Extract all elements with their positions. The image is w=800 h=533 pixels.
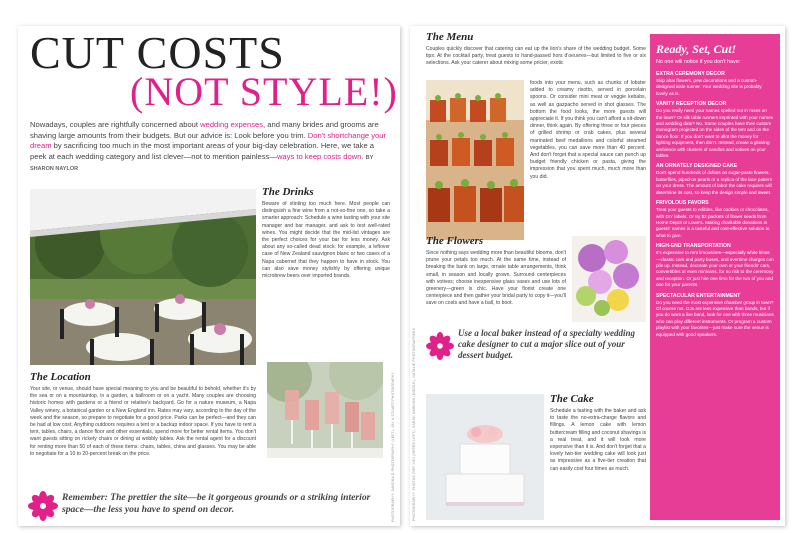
- menu-title: The Menu: [426, 31, 474, 43]
- location-body: Your site, or venue, should have special meaning to you and be beautiful to behold, whether it's by the sea or on a mountaintop, in a garden, a ballroom or on a yacht. Many couples are choosing historic homes with gardens or a friend or relative's backyard. Go for a nature museum, a Napa Valley winery, a botanical garden or a New England inn. Rates may vary, according to the day of the week and the season, so prepare to negotiate for a good price. Parks can be perfect—and they can be had at low cost. Anything outdoors requires a tent or a backup indoor space. If you have to rent a tent, tables, chairs, a dance floor and other essentials, spend more for better rental items. You don't want guests sitting on rickety chairs or dining at wobbly tables. Ask the rental agent for a discount for renting more than 50 of each of these items: chairs, tables, china and glasses. You may be able to negotiate for a 10 to 20-percent break on the price.: [30, 386, 256, 457]
- tent-reception-photo: [30, 189, 256, 365]
- drinks-title: The Drinks: [262, 186, 314, 198]
- sidebar-item-head: FRIVOLOUS FAVORS: [656, 200, 709, 207]
- sidebar-content: [656, 40, 774, 514]
- appetizer-shot-glasses-photo: [426, 80, 524, 240]
- right-page: [410, 26, 785, 526]
- sidebar-item-head: VANITY RECEPTION DECOR: [656, 101, 727, 108]
- location-title: The Location: [30, 371, 91, 383]
- flowers-body: Since nothing says wedding more than beautiful blooms, don't prune your petals too much. At the same time, instead of breaking the bank on large, ornate table arrangements, think small, in season and locally grown. Surround centerpieces with votives; choose inexpensive glass vases and use lots of greenery—green is chic. Have your florist create one centerpiece and then gather your bridal party to copy it—you'll save on costs and have a ball, to boot.: [426, 250, 566, 307]
- ready-set-cut-sidebar: [650, 34, 780, 520]
- flower-icon: [426, 332, 454, 360]
- intro-text-4: .: [361, 151, 366, 161]
- headline-line2: (NOT STYLE!): [130, 69, 398, 114]
- headline-line1: CUT COSTS: [30, 27, 285, 78]
- sidebar-item-body: Skip altar flowers, pew decorations and a custom-designed aisle runner. Your wedding site is probably lovely as is.: [656, 78, 762, 96]
- sidebar-title: Ready, Set, Cut!: [656, 42, 737, 56]
- pullquote-left: Remember: The prettier the site—be it gorgeous grounds or a striking interior space—the less you have to spend on decor.: [62, 492, 371, 515]
- byline: BY SHARON NAYLOR: [30, 154, 374, 173]
- pullquote-right: Use a local baker instead of a specialty wedding cake designer to cut a major slice out of your dessert budget.: [458, 328, 635, 360]
- sidebar-item-body: Do you really need your names spelled out in roses on the lawn? Or silk table runners imprinted with your names and wedding date? No. Some couples have their custom monogram projected on the sides of the tent and on the dance floor. If you don't want to allot the money for lighting equipment, then don't. Instead, create a glowing ambience with clusters of candles and votives on your tables.: [656, 108, 773, 159]
- flower-icon: [28, 491, 58, 521]
- link-wedding-expenses[interactable]: wedding expenses: [200, 120, 264, 129]
- sidebar-item-head: SPECTACULAR ENTERTAINMENT: [656, 292, 741, 299]
- sidebar-item-body: Do you need the most expensive chamber group in town? Of course not. DJs are less expensive than bands, but if you do want a live band, look for one with three musicians who can play different instruments. Or program a custom playlist with your favorites—just make sure the venue is equipped with good speakers.: [656, 299, 774, 337]
- link-keep-costs-down[interactable]: ways to keep costs down: [276, 151, 362, 161]
- sidebar-item-head: AN ORNATELY DESIGNED CAKE: [656, 163, 738, 170]
- link-dont-shortchange[interactable]: Don't shortchange your dream: [30, 130, 387, 151]
- intro-text-3: by sacrificing too much in the most important areas of your big-day celebration. Here, we take a peek at each wedding category and list clever—not to mention painless—: [30, 141, 374, 161]
- wedding-cake-photo: [426, 394, 544, 520]
- sidebar-subtitle: No one will notice if you don't have:: [656, 59, 741, 65]
- cake-title: The Cake: [550, 393, 594, 405]
- intro-text-2: , and many brides and grooms are shaving large amounts from their budgets. But our advice is: Look before you trim.: [30, 120, 379, 140]
- photo-credit-left: PHOTOGRAPHY: SANDRA D PHOTOGRAPHY (LEFT), JAY & STUART PHOTOGRAPHY: [391, 372, 395, 522]
- sidebar-item-body: It's expensive to rent limousines—especially white limos—classic cars and party buses, and overtime charges can pile up. Instead, decorate your own or your friends' cars, convertibles or even minivans, for no risk to the ceremony and reception. Or just hire one limo for the two of you and one for your parents.: [656, 250, 774, 288]
- cake-body: Schedule a tasting with the baker and ask to taste the no-extra-charge flavors and fillings. A lemon cake with lemon buttercream filling and coconut shavings is a real treat, and it will look more expensive than it is. And don't forget that a lovely two-tier wedding cake will look just as impressive as a five-tier creation that can easily cost four times as much.: [550, 408, 646, 472]
- sidebar-item-head: EXTRA CEREMONY DECOR: [656, 71, 725, 77]
- intro-paragraph: [30, 120, 392, 175]
- champagne-glasses-photo: [267, 362, 383, 458]
- intro-text-1: Nowadays, couples are rightfully concerned about: [30, 120, 201, 129]
- drinks-body: Beware of stinting too much here. Most people can distinguish a fine wine from a not-so-fine one, so take a smarter approach: Schedule a wine tasting with your site manager and bar manager, and ask to test well-rated wines. You might decide that the mid-list vintages are the perfect choices for your bar for less money. Ask about any so-called dead stock: for example, a leftover case of New Zealand sauvignon blanc or two cases of a Napa cabernet that they happen to have in stock. You can also save money stylishly by offering unique microbrew beers over imported brands.: [262, 201, 390, 280]
- sidebar-item-body: Treat your guests to edibles, like cookies or chocolates, with DIY labels. Or try $2 packets of flower seeds from Home Depot or Lowe's. Making charitable donations in guests' names is a tasteful and cost-effective solution to what to give.: [656, 207, 770, 238]
- sidebar-item-body: Don't spend hundreds of dollars on sugar-paste flowers, butterflies, piped-on pearls or a replica of the lace pattern on your dress. The amount of labor the cake requires will determine its cost, so keep the design simple and sweet.: [656, 170, 773, 195]
- menu-intro: Couples quickly discover that catering can eat up the lion's share of the wedding budget. Some tips: At the cocktail party, treat guests to hand-passed hors d'oeuvres—but limited to five or six selections. Ask your caterer about mixing some pricier, exotic: [426, 46, 646, 67]
- flowers-title: The Flowers: [426, 235, 484, 247]
- menu-body: foods into your menu, such as chunks of lobster added to creamy risotto, served in porcelain spoons. Or consider mini meat or veggie kebabs, as well as gazpacho served in shot glasses. The bottom the food looks, the more guests will appreciate it. If you think you can't afford a sit-down dinner, think again. By offering three or four pieces of grilled shrimp or crab cakes, plus several marinated beef medallions and colorful steamed vegetables, you can save more than 40 percent. And don't forget that a special sauce can punch up budget friendly chicken or pasta, giving the impression that you spent much, much more than you did.: [530, 80, 646, 180]
- sidebar-item-head: HIGH-END TRANSPORTATION: [656, 243, 731, 250]
- photo-credit-right: PHOTOGRAPHY: PHOTOS FOR YOU (UPPER LEFT), SARAH MORGAN (MIDDLE), NATALIE PHOTOGRAPHERS: [412, 327, 416, 521]
- left-page: [18, 26, 400, 526]
- flower-arrangement-photo: [572, 236, 646, 322]
